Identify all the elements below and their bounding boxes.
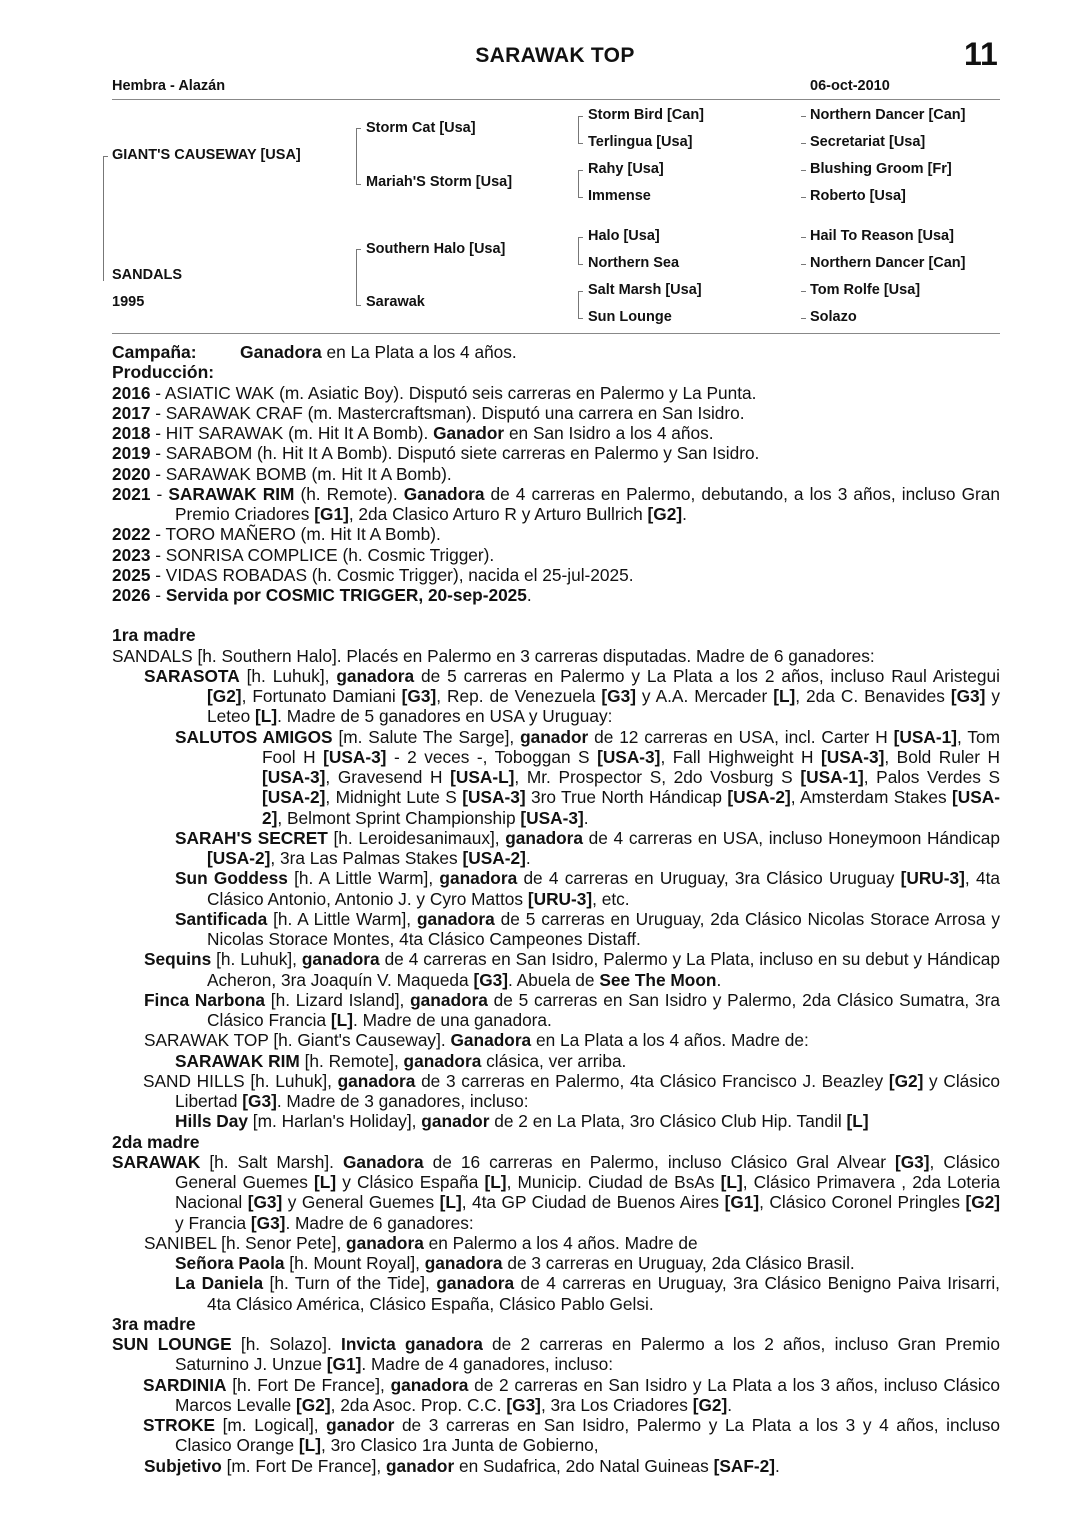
bold-text: [L] <box>720 1172 743 1192</box>
body-text: - HIT SARAWAK (m. Hit It A Bomb). <box>150 423 434 443</box>
body-text: , Clásico Coronel Pringles <box>759 1192 966 1213</box>
body-text: y Leteo <box>207 686 1000 727</box>
bold-text: SARAWAK RIM <box>168 483 295 504</box>
body-text: , Clásico General Guemes <box>175 1151 1001 1192</box>
third-dam-heading: 3ra madre <box>112 1313 196 1334</box>
body-text: de 4 carreras en San Isidro, Palermo y La Plata, incluso en su debut y Hándicap Acheron, 3ra Joaquín V. Maqueda <box>207 949 1000 990</box>
bold-text: 2017 <box>112 402 151 423</box>
bold-text: ganadora <box>301 949 380 970</box>
body-text: SANIBEL [h. Senor Pete], <box>144 1232 347 1253</box>
pedigree-dash <box>801 318 806 319</box>
produce-entry <box>112 868 1000 909</box>
pedigree-dam: SANDALS <box>112 267 183 283</box>
bold-text: [G2] <box>888 1070 924 1091</box>
pedigree-bracket <box>103 156 108 281</box>
pedigree-sire: GIANT'S CAUSEWAY [USA] <box>112 147 301 163</box>
bold-text: Ganadora <box>450 1030 532 1051</box>
bold-text: Señora Paola <box>175 1253 285 1273</box>
produce-entry <box>112 1152 1000 1233</box>
pedigree-g3-7: Salt Marsh [Usa] <box>588 282 702 298</box>
pedigree-dash <box>801 264 806 265</box>
bold-text: [G3] <box>506 1394 541 1415</box>
bold-text: [G3] <box>950 686 986 706</box>
body-text: clásica, ver arriba. <box>481 1050 627 1071</box>
body-text: . <box>775 1455 780 1476</box>
bold-text: 2025 <box>112 564 151 585</box>
bold-text: Sequins <box>144 949 212 970</box>
bold-text: Invicta ganadora <box>341 1334 483 1354</box>
bold-text: [G2] <box>296 1394 331 1415</box>
bold-text: [G2] <box>965 1192 1001 1213</box>
body-text: [h. Remote], <box>299 1050 404 1071</box>
produce-entry <box>112 1111 1000 1131</box>
body-text: [h. A Little Warm], <box>267 908 417 929</box>
bold-text: [USA-2] <box>727 787 791 808</box>
production-item <box>112 545 1000 565</box>
bold-text: SARASOTA <box>144 665 240 686</box>
body-text: , Mr. Prospector S, 2do Vosburg S <box>514 767 801 787</box>
bold-text: [G3] <box>242 1091 277 1111</box>
bold-text: [L] <box>255 706 278 727</box>
sex-color: Hembra - Alazán <box>112 78 226 94</box>
bold-text: [G1] <box>326 1354 362 1375</box>
body-text: [h. Turn of the Tide], <box>263 1273 437 1294</box>
bold-text: SARAWAK RIM <box>175 1050 300 1071</box>
bold-text: Ganador <box>433 423 505 443</box>
produce-entry <box>112 1273 1000 1314</box>
bold-text: 2023 <box>112 544 151 565</box>
body-text: de 12 carreras en USA, incl. Carter H <box>588 726 894 747</box>
bold-text: [SAF-2] <box>713 1455 776 1476</box>
bold-text: ganadora <box>424 1253 503 1273</box>
body-text: , Amsterdam Stakes <box>790 787 952 808</box>
campaign-line <box>112 342 1000 362</box>
bold-text: ganador <box>421 1111 490 1132</box>
produce-entry <box>112 1071 1000 1112</box>
bold-text: Hills Day <box>175 1111 248 1132</box>
bold-text: ganadora <box>403 1050 482 1071</box>
catalog-body <box>112 342 1000 1476</box>
bold-text: [L] <box>298 1435 321 1456</box>
bold-text: [USA-1] <box>893 726 957 747</box>
bold-text: ganadora <box>337 1070 416 1091</box>
body-text: y A.A. Mercader <box>635 686 774 706</box>
bold-text: [USA-2] <box>262 787 326 808</box>
body-text: [m. Logical], <box>215 1415 327 1435</box>
pedigree-g3-5: Halo [Usa] <box>588 228 660 244</box>
pedigree-dash <box>801 116 806 117</box>
bold-text: [L] <box>330 1010 353 1030</box>
body-text: SARAWAK TOP [h. Giant's Causeway]. <box>144 1030 451 1051</box>
body-text: en Palermo a los 4 años. Madre de <box>423 1232 698 1253</box>
body-text: de 4 carreras en USA, incluso Honeymoon Hándicap <box>583 827 1001 848</box>
bold-text: [L] <box>314 1172 337 1192</box>
bold-text: [USA-3] <box>821 746 885 767</box>
body-text: . <box>526 585 532 605</box>
body-text: [h. Fort De France], <box>226 1374 391 1395</box>
bold-text: ganadora <box>410 989 488 1010</box>
pedigree-bracket <box>578 116 583 144</box>
bold-text: [L] <box>484 1172 507 1192</box>
pedigree-dash <box>801 170 806 171</box>
body-text: (h. Remote). <box>294 483 404 504</box>
pedigree-g3-3: Rahy [Usa] <box>588 161 664 177</box>
produce-entry <box>112 990 1000 1031</box>
production-item <box>112 423 1000 443</box>
bold-text: ganadora <box>390 1374 469 1395</box>
body-text: - ASIATIC WAK (m. Asiatic Boy). Disputó seis carreras en Palermo y La Punta. <box>150 382 757 403</box>
body-text: [h. A Little Warm], <box>287 868 440 889</box>
bold-text: [USA-2] <box>262 787 1000 828</box>
bold-text: SUN LOUNGE <box>112 1334 232 1354</box>
body-text: de 4 carreras en Palermo, debutando, a los 3 años, incluso Gran Premio Criadores <box>175 483 1001 524</box>
bold-text: 2026 <box>112 585 151 605</box>
pedigree-g4-2: Secretariat [Usa] <box>810 134 926 150</box>
bold-text: Santificada <box>175 908 268 929</box>
pedigree-g4-1: Northern Dancer [Can] <box>810 107 966 123</box>
body-text: . <box>583 807 589 828</box>
production-item <box>112 565 1000 585</box>
bold-text: [USA-1] <box>800 767 864 787</box>
body-text: de 5 carreras en San Isidro y Palermo, 2da Clásico Sumatra, 3ra Clásico Francia <box>207 989 1000 1030</box>
campaign-label: Campaña: <box>112 342 197 362</box>
body-text: . Madre de 5 ganadores en USA y Uruguay: <box>277 706 613 727</box>
bold-text: [L] <box>846 1111 869 1132</box>
second-dam-heading: 2da madre <box>112 1131 200 1152</box>
body-text: . <box>682 504 687 524</box>
bold-text: 2016 <box>112 382 151 403</box>
bold-text: ganadora <box>439 868 518 889</box>
body-text: de 5 carreras en Uruguay, 2da Clásico Nicolas Storace Arrosa y Nicolas Storace Montes, 4ta Clásico Campeones Distaff. <box>207 908 1000 949</box>
body-text: y Clásico Libertad <box>175 1070 1001 1111</box>
pedigree-dash <box>801 291 806 292</box>
produce-entry <box>112 1253 1000 1273</box>
body-text: , 3ra Los Criadores <box>540 1394 693 1415</box>
body-text: - VIDAS ROBADAS (h. Cosmic Trigger), nacida el 25-jul-2025. <box>150 564 634 585</box>
pedigree-divider <box>112 333 1000 334</box>
body-text: de 2 en La Plata, 3ro Clásico Club Hip. Tandil <box>489 1111 847 1132</box>
bold-text: STROKE <box>143 1415 216 1435</box>
bold-text: [USA-2] <box>207 848 271 868</box>
bold-text: [G1] <box>724 1192 760 1213</box>
body-text: , Bold Ruler H <box>884 746 1001 767</box>
production-item <box>112 524 1000 544</box>
campaign-result: Ganadora <box>240 342 322 362</box>
body-text: - SARAWAK CRAF (m. Mastercraftsman). Disputó una carrera en San Isidro. <box>150 402 745 423</box>
bold-text: SARDINIA <box>143 1374 227 1395</box>
produce-entry <box>112 1030 1000 1050</box>
body-text: , Clásico Primavera , 2da Loteria Nacional <box>175 1172 1000 1213</box>
body-text: - 2 veces -, Toboggan S <box>386 746 598 767</box>
pedigree-g3-2: Terlingua [Usa] <box>588 134 693 150</box>
produce-entry <box>112 1051 1000 1071</box>
bold-text: SALUTOS AMIGOS <box>175 726 333 747</box>
body-text: y Francia <box>175 1212 251 1233</box>
bold-text: [G3] <box>250 1212 286 1233</box>
bold-text: [USA-3] <box>520 807 584 828</box>
production-item <box>112 443 1000 463</box>
body-text: de 3 carreras en Uruguay, 2da Clásico Brasil. <box>502 1253 855 1273</box>
bold-text: [G3] <box>401 686 437 706</box>
body-text: - TORO MAÑERO (m. Hit It A Bomb). <box>150 524 441 545</box>
bold-text: [USA-2] <box>462 848 526 868</box>
body-text: 3ro True North Hándicap <box>525 787 728 808</box>
body-text: , 4ta GP Ciudad de Buenos Aires <box>461 1192 725 1213</box>
body-text: [h. Lizard Island], <box>265 989 411 1010</box>
body-text: . <box>716 969 722 990</box>
body-text: , Municip. Ciudad de BsAs <box>506 1172 721 1192</box>
bold-text: [URU-3] <box>527 888 593 909</box>
body-text: [h. Luhuk], <box>211 949 302 970</box>
bold-text: [USA-3] <box>462 787 526 808</box>
body-text: , Midnight Lute S <box>325 787 463 808</box>
bold-text: ganadora <box>346 1232 424 1253</box>
bold-text: [URU-3] <box>900 868 965 889</box>
production-item <box>112 403 1000 423</box>
production-item <box>112 383 1000 403</box>
body-text: - <box>150 585 166 605</box>
body-text: de 4 carreras en Uruguay, 3ra Clásico Benigno Paiva Irisarri, 4ta Clásico América, Clásico España, Clásico Pablo Gelsi. <box>207 1273 1000 1314</box>
body-text: de 2 carreras en San Isidro y La Plata a los 3 años, incluso Clásico Marcos Levalle <box>175 1374 1000 1415</box>
body-text: en San Isidro a los 4 años. <box>504 423 714 443</box>
produce-entry <box>112 949 1000 990</box>
pedigree-dam-year: 1995 <box>112 294 145 310</box>
pedigree-g2-1: Storm Cat [Usa] <box>366 120 476 136</box>
body-text: en La Plata a los 4 años. Madre de: <box>531 1030 809 1051</box>
body-text: y Clásico España <box>336 1172 485 1192</box>
bold-text: 2022 <box>112 524 151 545</box>
pedigree-g3-8: Sun Lounge <box>588 309 672 325</box>
bold-text: [G1] <box>314 504 349 524</box>
bold-text: Servida por COSMIC TRIGGER, 20-sep-2025 <box>165 585 527 605</box>
bold-text: Sun Goddess <box>175 868 288 889</box>
body-text: . <box>525 848 531 868</box>
bold-text: [USA-3] <box>597 746 661 767</box>
bold-text: 2020 <box>112 463 151 484</box>
body-text: . Madre de una ganadora. <box>352 1010 552 1030</box>
bold-text: 2021 <box>112 483 151 504</box>
pedigree-g3-6: Northern Sea <box>588 255 680 271</box>
body-text: de 3 carreras en San Isidro, Palermo y La Plata a los 3 y 4 años, incluso Clasico Orange <box>175 1415 1000 1456</box>
body-text: , 4ta Clásico Antonio, Antonio J. y Cyro Mattos <box>207 868 1000 909</box>
body-text: de 5 carreras en Palermo y La Plata a los 2 años, incluso Raul Aristegui <box>414 665 1000 686</box>
produce-entry <box>112 727 1000 828</box>
bold-text: [L] <box>439 1192 462 1213</box>
body-text: - SARABOM (h. Hit It A Bomb). Disputó siete carreras en Palermo y San Isidro. <box>150 443 760 464</box>
production-item <box>112 464 1000 484</box>
body-text: y General Guemes <box>282 1192 440 1213</box>
body-text: de 3 carreras en Palermo, 4ta Clásico Francisco J. Beazley <box>415 1070 889 1091</box>
bold-text: See The Moon <box>599 969 717 990</box>
produce-entry <box>112 1334 1000 1375</box>
body-text: , 2da Clasico Arturo R y Arturo Bullrich <box>348 504 648 524</box>
pedigree-g4-6: Northern Dancer [Can] <box>810 255 966 271</box>
bold-text: ganador <box>520 726 589 747</box>
bold-text: ganadora <box>416 908 495 929</box>
pedigree-g3-1: Storm Bird [Can] <box>588 107 704 123</box>
bold-text: [USA-3] <box>323 746 387 767</box>
produce-entry <box>112 828 1000 869</box>
campaign-text: en La Plata a los 4 años. <box>321 342 517 362</box>
bold-text: ganadora <box>336 665 415 686</box>
pedigree-bracket <box>578 237 583 265</box>
body-text: . Madre de 3 ganadores, incluso: <box>276 1091 529 1111</box>
bold-text: SARAH'S SECRET <box>175 827 328 848</box>
production-item <box>112 585 1000 605</box>
body-text: de 2 carreras en Palermo a los 2 años, incluso Gran Premio Saturnino J. Unzue <box>175 1334 1000 1375</box>
bold-text: [G2] <box>647 504 683 524</box>
bold-text: [USA-3] <box>262 767 326 787</box>
first-dam-heading: 1ra madre <box>112 625 196 646</box>
bold-text: [L] <box>773 686 796 706</box>
body-text: , Palos Verdes S <box>863 767 1001 787</box>
body-text: - <box>150 483 169 504</box>
bold-text: [G3] <box>894 1151 930 1172</box>
body-text: , 3ro Clasico 1ra Junta de Gobierno, <box>320 1435 599 1456</box>
body-text: , Tom Fool H <box>262 726 1000 767</box>
produce-entry <box>112 1233 1000 1253</box>
body-text: [h. Mount Royal], <box>284 1253 425 1273</box>
pedigree-dash <box>801 143 806 144</box>
bold-text: Ganadora <box>403 483 485 504</box>
header-divider <box>112 99 1000 100</box>
bold-text: ganador <box>326 1415 395 1435</box>
body-text: - SONRISA COMPLICE (h. Cosmic Trigger). <box>150 544 495 565</box>
body-text: . Madre de 4 ganadores, incluso: <box>361 1354 614 1375</box>
pedigree-g4-8: Solazo <box>810 309 857 325</box>
produce-entry <box>112 1375 1000 1416</box>
bold-text: [G3] <box>473 969 509 990</box>
body-text: . Madre de 6 ganadores: <box>285 1212 474 1233</box>
produce-entry <box>112 1415 1000 1456</box>
pedigree-g4-5: Hail To Reason [Usa] <box>810 228 954 244</box>
body-text: , 2da C. Benavides <box>795 686 951 706</box>
body-text: , Belmont Sprint Championship <box>277 807 521 828</box>
first-dam-intro: SANDALS [h. Southern Halo]. Placés en Palermo en 3 carreras disputadas. Madre de 6 ganadores: <box>112 645 875 666</box>
bold-text: [G2] <box>207 686 242 706</box>
body-text: [h. Luhuk], <box>239 665 337 686</box>
pedigree-bracket <box>578 291 583 319</box>
bold-text: ganadora <box>505 827 584 848</box>
body-text: de 16 carreras en Palermo, incluso Clásico Gral Alvear <box>423 1151 895 1172</box>
body-text: , Fortunato Damiani <box>241 686 402 706</box>
body-text: en Sudafrica, 2do Natal Guineas <box>454 1455 714 1476</box>
body-text: [m. Fort De France], <box>221 1455 386 1476</box>
body-text: , 3ra Las Palmas Stakes <box>270 848 463 868</box>
body-text: , 2da Asoc. Prop. C.C. <box>330 1394 507 1415</box>
horse-name-title: SARAWAK TOP <box>475 44 635 67</box>
bold-text: [USA-L] <box>450 767 515 787</box>
body-text: - SARAWAK BOMB (m. Hit It A Bomb). <box>150 463 452 484</box>
body-text: , Gravesend H <box>325 767 451 787</box>
body-text: SAND HILLS [h. Luhuk], <box>143 1070 338 1091</box>
body-text: [h. Leroidesanimaux], <box>327 827 506 848</box>
pedigree-g2-4: Sarawak <box>366 294 425 310</box>
pedigree-dash <box>801 237 806 238</box>
bold-text: [G2] <box>692 1394 728 1415</box>
body-text: , etc. <box>592 888 630 909</box>
produce-entry <box>112 1456 1000 1476</box>
body-text: [h. Solazo]. <box>231 1334 342 1354</box>
bold-text: 2018 <box>112 423 151 443</box>
pedigree-bracket <box>356 128 361 185</box>
pedigree-g2-3: Southern Halo [Usa] <box>366 241 506 257</box>
pedigree-g3-4: Immense <box>588 188 651 204</box>
production-label: Producción: <box>112 362 215 383</box>
bold-text: [G3] <box>247 1192 283 1213</box>
body-text: . Abuela de <box>508 969 600 990</box>
pedigree-g4-4: Roberto [Usa] <box>810 188 906 204</box>
bold-text: Ganadora <box>342 1151 424 1172</box>
bold-text: ganador <box>386 1455 455 1476</box>
body-text: [m. Harlan's Holiday], <box>248 1111 422 1132</box>
pedigree-g4-7: Tom Rolfe [Usa] <box>810 282 921 298</box>
birth-date: 06-oct-2010 <box>810 78 890 94</box>
pedigree-g2-2: Mariah'S Storm [Usa] <box>366 174 513 190</box>
body-text: , Fall Highweight H <box>660 746 822 767</box>
pedigree-dash <box>801 197 806 198</box>
body-text: [m. Salute The Sarge], <box>332 726 521 747</box>
body-text: . <box>727 1394 733 1415</box>
bold-text: SARAWAK <box>112 1151 201 1172</box>
bold-text: La Daniela <box>175 1273 264 1294</box>
pedigree-g4-3: Blushing Groom [Fr] <box>810 161 952 177</box>
production-item <box>112 484 1000 525</box>
lot-number: 11 <box>964 36 998 72</box>
produce-entry <box>112 909 1000 950</box>
bold-text: 2019 <box>112 443 151 464</box>
pedigree-bracket <box>356 249 361 306</box>
produce-entry <box>112 666 1000 727</box>
bold-text: Subjetivo <box>144 1455 222 1476</box>
bold-text: Finca Narbona <box>144 989 266 1010</box>
bold-text: ganadora <box>436 1273 515 1294</box>
pedigree-bracket <box>578 170 583 198</box>
body-text: [h. Salt Marsh]. <box>200 1151 343 1172</box>
body-text: , Rep. de Venezuela <box>436 686 602 706</box>
bold-text: [G3] <box>601 686 636 706</box>
body-text: de 4 carreras en Uruguay, 3ra Clásico Uruguay <box>517 868 901 889</box>
